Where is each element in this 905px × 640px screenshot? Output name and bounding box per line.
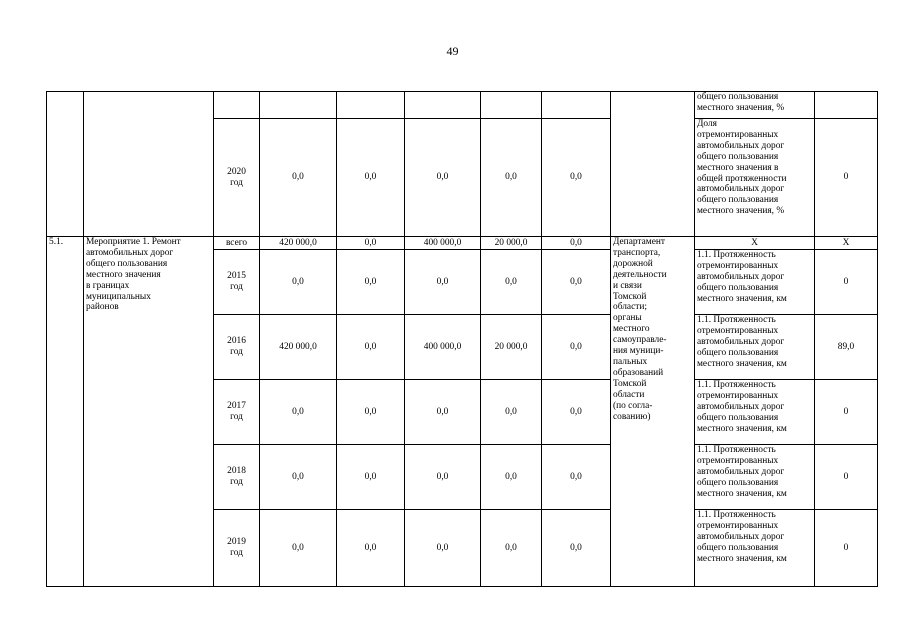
- value-cell: 0,0: [481, 380, 542, 445]
- value-cell: 0,0: [542, 315, 611, 380]
- value-cell: 0,0: [260, 445, 337, 510]
- value-cell: 0,0: [260, 119, 337, 237]
- year-label: 2018 год: [214, 445, 260, 510]
- indicator-text: X: [695, 237, 815, 250]
- year-label: 2020 год: [214, 119, 260, 237]
- table-row: [47, 237, 878, 250]
- value-cell: 0,0: [481, 119, 542, 237]
- value-cell: 0,0: [337, 250, 405, 315]
- value-cell: 0,0: [337, 119, 405, 237]
- event-number: 5.1.: [47, 237, 84, 587]
- target-cell-empty: [815, 92, 878, 119]
- title-cell-empty: [84, 92, 214, 237]
- value-cell: 0,0: [260, 250, 337, 315]
- indicator-text: общего пользования местного значения, %: [695, 92, 815, 119]
- value-cell: 0,0: [542, 445, 611, 510]
- total-value: 400 000,0: [405, 237, 481, 250]
- target-value: 0: [815, 380, 878, 445]
- indicator-text: 1.1. Протяженность отремонтированных автомобильных дорог общего пользования местного значения, км: [695, 510, 815, 587]
- value-cell: 0,0: [405, 250, 481, 315]
- value-cell: 400 000,0: [405, 315, 481, 380]
- target-value: 0: [815, 119, 878, 237]
- executor-cell-empty: [611, 92, 695, 237]
- value-cell: 0,0: [405, 445, 481, 510]
- total-value: 0,0: [542, 237, 611, 250]
- value-cell: 20 000,0: [481, 315, 542, 380]
- value-cell: 0,0: [481, 445, 542, 510]
- year-label: 2015 год: [214, 250, 260, 315]
- number-cell-empty: [47, 92, 84, 237]
- year-label: 2019 год: [214, 510, 260, 587]
- target-value: X: [815, 237, 878, 250]
- value-cell: 0,0: [542, 250, 611, 315]
- indicator-text: 1.1. Протяженность отремонтированных автомобильных дорог общего пользования местного значения, км: [695, 445, 815, 510]
- value-cell: 0,0: [337, 445, 405, 510]
- value-cell: 0,0: [337, 380, 405, 445]
- target-value: 0: [815, 510, 878, 587]
- value-cell: 0,0: [405, 510, 481, 587]
- value-cell: 0,0: [405, 380, 481, 445]
- executor-text: Департамент транспорта, дорожной деятельности и связи Томской области; органы местного самоуправле- ния муници- пальных образований Томской области (по согла- сованию): [611, 237, 695, 587]
- program-table: [46, 91, 878, 587]
- target-value: 0: [815, 445, 878, 510]
- indicator-text: Доля отремонтированных автомобильных дорог общего пользования местного значения в общей протяженности автомобильных дорог общего пользования местного значения, %: [695, 119, 815, 237]
- target-value: 0: [815, 250, 878, 315]
- value-cell: 0,0: [542, 380, 611, 445]
- event-title: Мероприятие 1. Ремонт автомобильных дорог общего пользования местного значения в границах муниципальных районов: [84, 237, 214, 587]
- value-cell: 0,0: [337, 315, 405, 380]
- value-cell: 0,0: [337, 510, 405, 587]
- value-cell: 0,0: [542, 510, 611, 587]
- value-cell: 0,0: [542, 119, 611, 237]
- indicator-text: 1.1. Протяженность отремонтированных автомобильных дорог общего пользования местного значения, км: [695, 250, 815, 315]
- year-cell-empty: [214, 92, 260, 119]
- total-value: 420 000,0: [260, 237, 337, 250]
- page-number: 49: [446, 44, 459, 58]
- year-label: 2016 год: [214, 315, 260, 380]
- value-cell: 0,0: [260, 380, 337, 445]
- value-cell: 0,0: [405, 119, 481, 237]
- total-label: всего: [214, 237, 260, 250]
- total-value: 20 000,0: [481, 237, 542, 250]
- indicator-text: 1.1. Протяженность отремонтированных автомобильных дорог общего пользования местного значения, км: [695, 315, 815, 380]
- total-value: 0,0: [337, 237, 405, 250]
- value-cell: 0,0: [260, 510, 337, 587]
- table-row: [47, 92, 878, 119]
- value-cell: 0,0: [481, 250, 542, 315]
- target-value: 89,0: [815, 315, 878, 380]
- value-cell: 0,0: [481, 510, 542, 587]
- value-cell: 420 000,0: [260, 315, 337, 380]
- year-label: 2017 год: [214, 380, 260, 445]
- indicator-text: 1.1. Протяженность отремонтированных автомобильных дорог общего пользования местного значения, км: [695, 380, 815, 445]
